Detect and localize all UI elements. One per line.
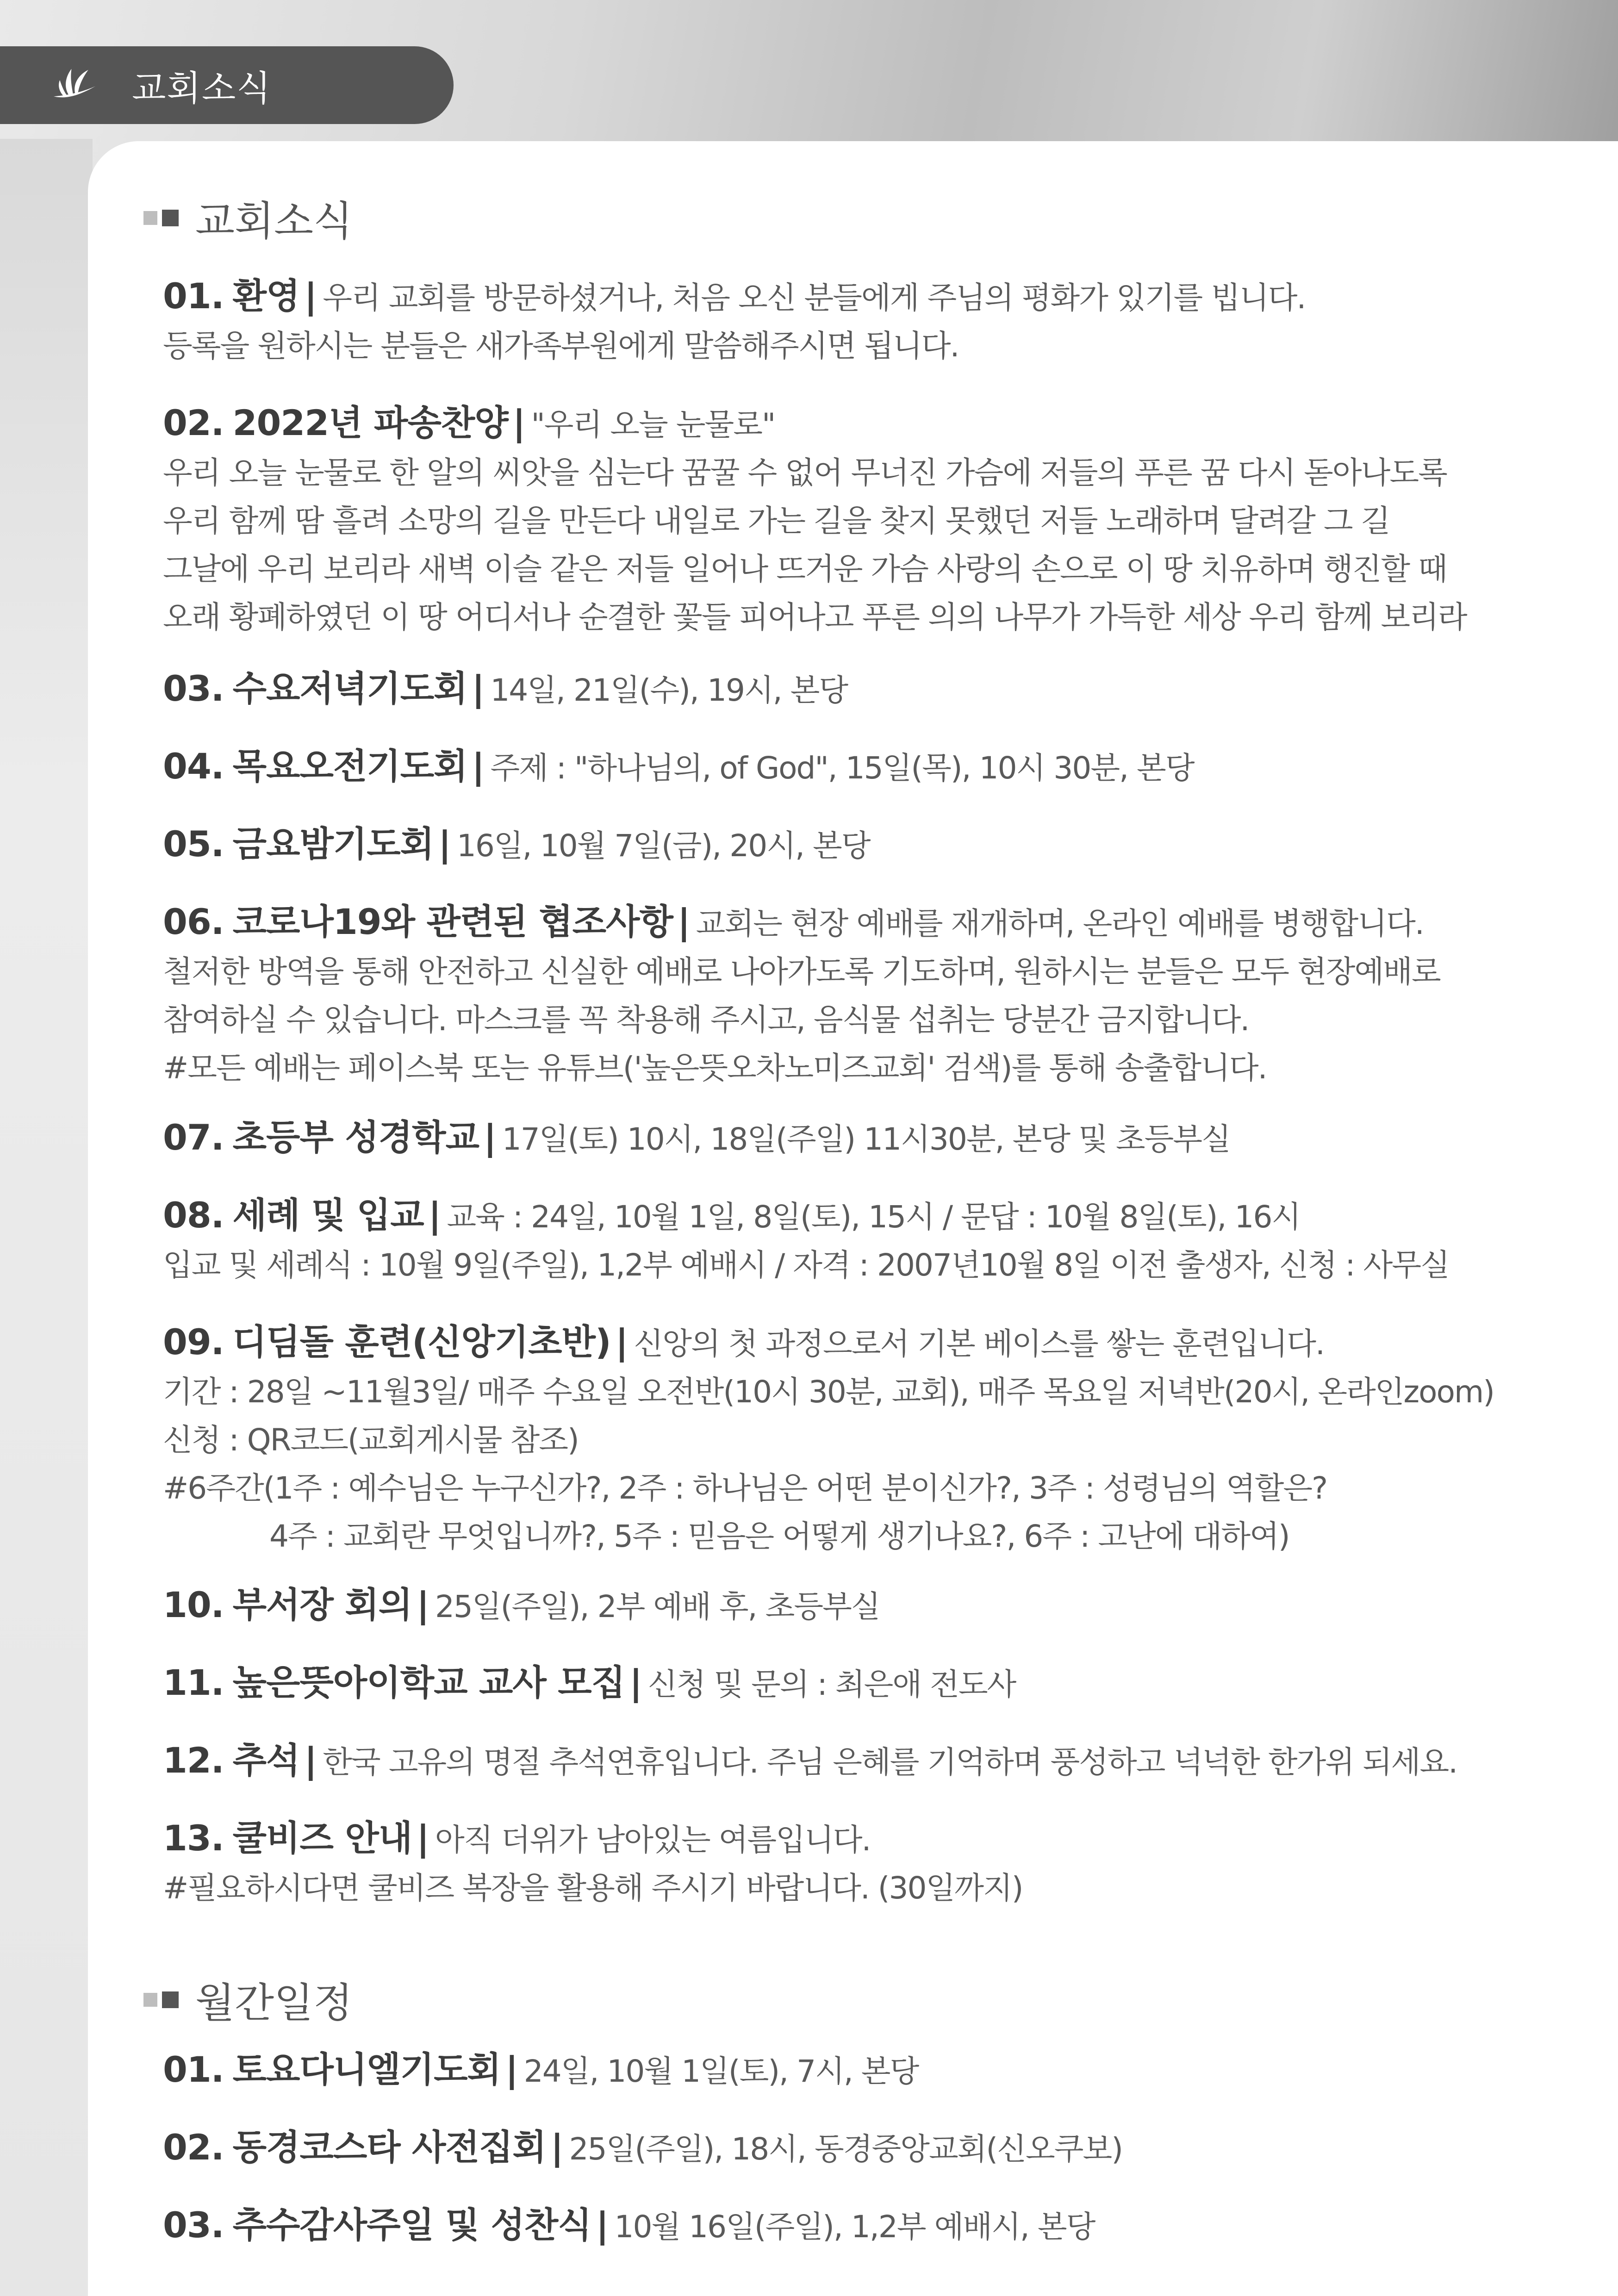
schedule-heading — [143, 1971, 353, 2029]
header-tab — [0, 46, 454, 124]
news-heading-text: 교회소식 — [195, 197, 353, 245]
news-item-05: 05. 금요밤기도회 | 16일, 10월 7일(금), 20시, 본당 — [163, 823, 870, 865]
news-heading — [143, 189, 353, 247]
news-item-06: 06. 코로나19와 관련된 협조사항 | 교회는 현장 예배를 재개하며, 온라인 예배를 병행합니다. 철저한 방역을 통해 안전하고 신실한 예배로 나아가도록 기도하며, 원하시는 분들은 모두 현장예배로 참여하실 수 있습니다. 마스크를 꼭 착용해 주시고, 음식물 섭취는 당분간 금지합니다. #모든 예배는 페이스북 또는 유튜브('높은뜻오차노미즈교회' 검색)를 통해 송출합니다. — [163, 901, 1440, 1086]
leaf-logo-icon — [49, 60, 100, 111]
news-item-11: 11. 높은뜻아이학교 교사 모집 | 신청 및 문의 : 최은애 전도사 — [163, 1662, 1016, 1703]
news-item-13: 13. 쿨비즈 안내 | 아직 더위가 남아있는 여름입니다. #필요하시다면 쿨비즈 복장을 활용해 주시기 바랍니다. (30일까지) — [163, 1817, 1023, 1906]
heading-square-light-icon — [143, 1993, 157, 2007]
heading-square-dark-icon — [162, 210, 179, 226]
news-item-07: 07. 초등부 성경학교 | 17일(토) 10시, 18일(주일) 11시30분, 본당 및 초등부실 — [163, 1117, 1230, 1158]
heading-square-light-icon — [143, 211, 157, 225]
news-item-01: 01. 환영 | 우리 교회를 방문하셨거나, 처음 오신 분들에게 주님의 평화가 있기를 빕니다. 등록을 원하시는 분들은 새가족부원에게 말씀해주시면 됩니다. — [163, 275, 1306, 364]
schedule-item-03: 03. 추수감사주일 및 성찬식 | 10월 16일(주일), 1,2부 예배시, 본당 — [163, 2204, 1095, 2246]
news-item-04: 04. 목요오전기도회 | 주제 : "하나님의, of God", 15일(목), 10시 30분, 본당 — [163, 746, 1194, 787]
news-item-09: 09. 디딤돌 훈련(신앙기초반) | 신앙의 첫 과정으로서 기본 베이스를 쌓는 훈련입니다. 기간 : 28일 ~11월3일/ 매주 수요일 오전반(10시 30분, 교회), 매주 목요일 저녁반(20시, 온라인zoom) 신청 : QR코드(교회게시물 참조) #6주간(1주 : 예수님은 누구신가?, 2주 : 하나님은 어떤 분이신가?, 3주 : 성령님의 역할은? 4주 : 교회란 무엇입니까?, 5주 : 믿음은 어떻게 생기나요?, 6주 : 고난에 대하여) — [163, 1321, 1494, 1554]
news-item-02: 02. 2022년 파송찬양 | "우리 오늘 눈물로" 우리 오늘 눈물로 한 알의 씨앗을 심는다 꿈꿀 수 없어 무너진 가슴에 저들의 푸른 꿈 다시 돋아나도록 우리 함께 땀 흘려 소망의 길을 만든다 내일로 가는 길을 찾지 못했던 저들 노래하며 달려갈 그 길 그날에 우리 보리라 새벽 이슬 같은 저들 일어나 뜨거운 가슴 사랑의 손으로 이 땅 치유하며 행진할 때 오래 황폐하였던 이 땅 어디서나 순결한 꽃들 피어나고 푸른 의의 나무가 가득한 세상 우리 함께 보리라 — [163, 402, 1467, 635]
header-title: 교회소식 — [132, 67, 272, 109]
heading-square-dark-icon — [162, 1991, 179, 2008]
news-item-08: 08. 세례 및 입교 | 교육 : 24일, 10월 1일, 8일(토), 15시 / 문답 : 10월 8일(토), 16시 입교 및 세례식 : 10월 9일(주일), 1,2부 예배시 / 자격 : 2007년10월 8일 이전 출생자, 신청 : 사무실 — [163, 1195, 1449, 1283]
schedule-heading-text: 월간일정 — [195, 1979, 353, 2027]
schedule-item-02: 02. 동경코스타 사전집회 | 25일(주일), 18시, 동경중앙교회(신오쿠보) — [163, 2127, 1123, 2168]
page-left-margin — [0, 139, 93, 2296]
news-item-03: 03. 수요저녁기도회 | 14일, 21일(수), 19시, 본당 — [163, 668, 848, 709]
news-item-10: 10. 부서장 회의 | 25일(주일), 2부 예배 후, 초등부실 — [163, 1584, 880, 1625]
schedule-item-01: 01. 토요다니엘기도회 | 24일, 10월 1일(토), 7시, 본당 — [163, 2049, 919, 2090]
news-item-12: 12. 추석 | 한국 고유의 명절 추석연휴입니다. 주님 은혜를 기억하며 풍성하고 넉넉한 한가위 되세요. — [163, 1740, 1457, 1781]
